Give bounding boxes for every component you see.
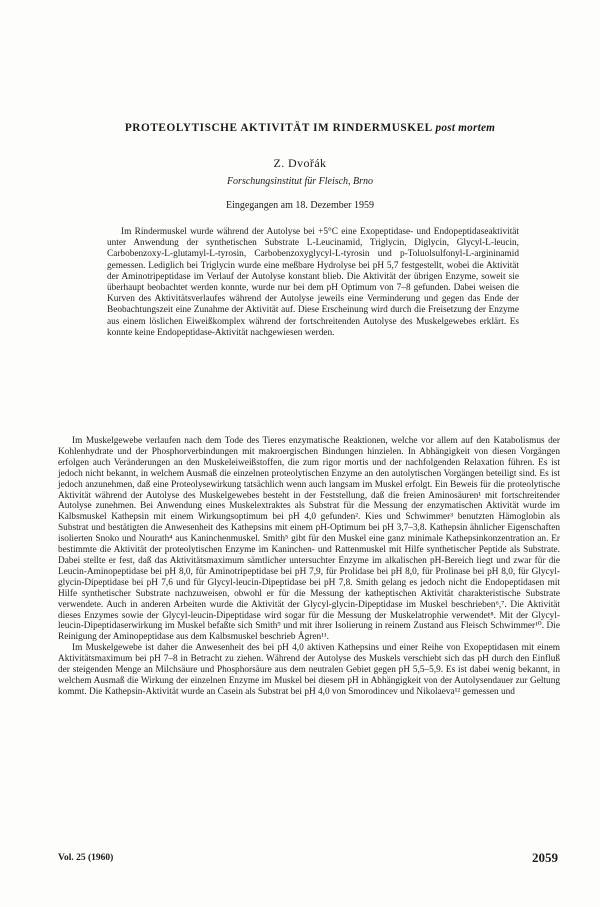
body-paragraph-2: Im Muskelgewebe ist daher die Anwesenheit des bei pH 4,0 aktiven Kathepsins und einer Reihe von Exopeptidasen mit einem Aktivitätsmaximum bei pH 7–8 in Betracht zu ziehen. Während der Autolyse des Muskels verschiebt sich das pH durch den Einfluß der steigenden Menge an Milchsäure und Phosphorsäure aus dem neutralen Gebiet gegen pH 5,5–5,9. Es ist dabei wenig bekannt, in welchem Ausmaß die Wirkung der einzelnen Enzyme im Muskel bei diesem pH in Abhängigkeit von der Autolysendauer zur Geltung kommt. Die Kathepsin-Aktivität wurde an Casein als Substrat bei pH 4,0 von Smorodincev und Nikolaeva¹² gemessen und <box>58 643 560 697</box>
abstract: Im Rindermuskel wurde während der Autolyse bei +5°C eine Exopeptidase- und Endopeptidaseaktivität unter Anwendung der synthetischen Substrate L-Leucinamid, Triglycin, Diglycin, Glycyl-L-leucin, Carbobenzoxy-L-glutamyl-L-tyrosin, Carbobenzoxyglycyl-L-tyrosin und p-Toluolsulfonyl-L-argininamid gemessen. Lediglich bei Triglycin wurde eine meßbare Hydrolyse bei pH 5,7 festgestellt, wobei die Aktivität der Aminotripeptidase im Verlauf der Autolyse konstant blieb. Die Aktivität der übrigen Enzyme, soweit sie überhaupt beobachtet werden konnte, wurde nur bei dem pH Optimum von 7–8 gefunden. Dabei weisen die Kurven des Aktivitätsverlaufes während der Autolyse jeweils eine Verminderung und gegen das Ende der Beobachtungszeit eine Zunahme der Aktivität auf. Diese Erscheinung wird durch die Freisetzung der Enzyme aus einem löslichen Eiweißkomplex während der fortschreitenden Autolyse des Muskelgewebes erklärt. Es konnte keine Endopeptidase-Aktivität nachgewiesen werden. <box>107 227 519 338</box>
article-title <box>40 122 580 134</box>
received-date: Eingegangen am 18. Dezember 1959 <box>225 200 374 211</box>
author-affiliation: Forschungsinstitut für Fleisch, Brno <box>226 176 374 187</box>
page-number: 2059 <box>532 850 558 865</box>
author-name: Z. Dvořák <box>273 156 327 170</box>
body-text <box>58 436 560 698</box>
title-main: PROTEOLYTISCHE AKTIVITÄT IM RINDERMUSKEL <box>124 122 433 134</box>
volume-label: Vol. 25 (1960) <box>58 853 114 863</box>
body-paragraph-1: Im Muskelgewebe verlaufen nach dem Tode des Tieres enzymatische Reaktionen, welche vor allem auf den Katabolismus der Kohlenhydrate und der Phosphorverbindungen mit makroergischen Bindungen hinzielen. In Abhängigkeit von diesen Vorgängen erfolgen auch Veränderungen an den Muskeleiweißstoffen, die zum rigor mortis und der nachfolgenden Relaxation führen. Es ist jedoch nicht bekannt, in welchem Ausmaß die einzelnen proteolytischen Enzyme an den autolytischen Vorgängen beteiligt sind. Es ist jedoch anzunehmen, daß eine Proteolysewirkung tatsächlich wenn auch langsam im Muskel erfolgt. Ein Beweis für die proteolytische Aktivität während der Autolyse des Muskelgewebes besteht in der Feststellung, daß die freien Aminosäuren¹ mit fortschreitender Autolyse zunehmen. Bei Anwendung eines Muskelextraktes als Substrat für die Messung der enzymatischen Aktivität wurde im Kalbsmuskel Kathepsin mit einem Wirkungsoptimum bei pH 4,0 gefunden². Kies und Schwimmer³ benutzten Hämoglobin als Substrat und bestätigten die Anwesenheit des Kathepsins mit einem pH-Optimum bei pH 3,7–3,8. Kathepsin ähnlicher Eigenschaften isolierten Snoko und Nourath⁴ aus Kaninchenmuskel. Smith⁵ gibt für den Muskel eine ganz minimale Kathepsinkonzentration an. Er bestimmte die Aktivität der proteolytischen Enzyme im Kaninchen- und Rattenmuskel mit Hilfe synthetischer Peptide als Substrate. Dabei stellte er fest, daß das Aktivitätsmaximum sämtlicher untersuchter Enzyme im alkalischen pH-Bereich liegt und zwar für die Leucin-Aminopeptidase bei pH 8,0, für Aminotripeptidase bei pH 7,9, für Prolidase bei pH 8,0, für Prolinase bei pH 8,0, für Glycyl-glycin-Dipeptidase bei pH 7,6 und für Glycyl-leucin-Dipeptidase bei pH 7,8. Smith gelang es jedoch nicht die Endopeptidasen mit Hilfe synthetischer Substrate nachzuweisen, obwohl er für die Messung der katheptischen Aktivität charakteristische Substrate verwendete. Auch in anderen Arbeiten wurde die Aktivität der Glycyl-glycin-Dipeptidase im Muskel beschrieben⁶,⁷. Die Aktivität dieses Enzymes sowie der Glycyl-leucin-Dipeptidase wird sogar für die Messung der Muskelatrophie verwendet⁸. Mit der Glycyl-leucin-Dipeptidaserwirkung im Muskel befaßte sich Smith⁹ und mit ihrer Isolierung in reinem Zustand aus Fleisch Schwimmer¹⁰. Die Reinigung der Aminopeptidase aus dem Kalbsmuskel beschrieb Ågren¹¹. <box>58 436 560 643</box>
title-italic: post mortem <box>435 122 496 134</box>
